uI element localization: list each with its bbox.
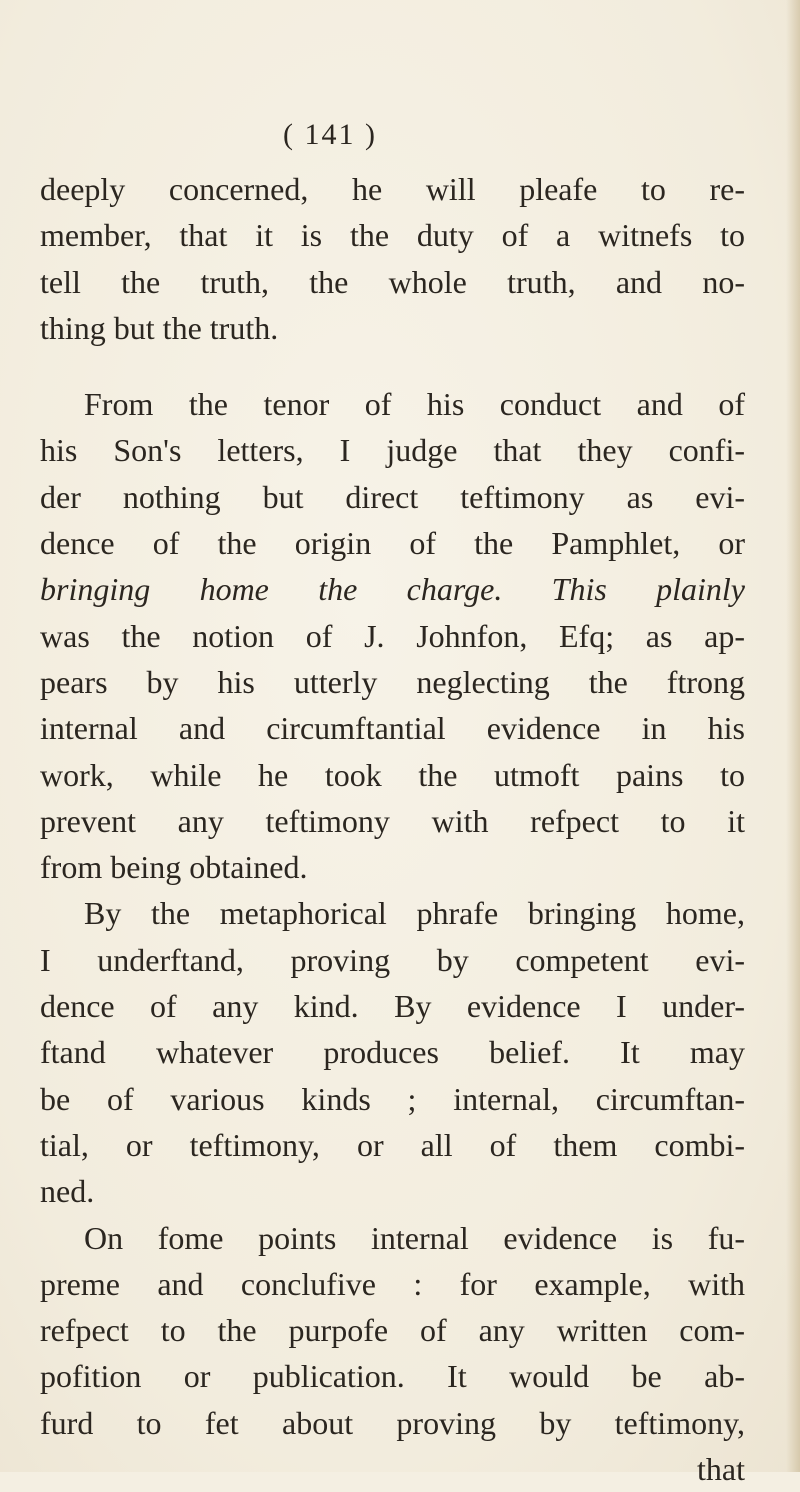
- text-line: preme and conclufive : for example, with: [40, 1265, 745, 1302]
- text-line: ftand whatever produces belief. It may: [40, 1034, 745, 1071]
- catchword: that: [697, 1451, 745, 1488]
- italic-phrase: bringing home the charge. This plainly: [40, 571, 745, 608]
- text-line: tial, or teftimony, or all of them combi-: [40, 1126, 745, 1163]
- text-line: dence of the origin of the Pamphlet, or: [40, 525, 745, 562]
- text-line: member, that it is the duty of a witnefs to: [40, 217, 745, 254]
- text-line: ned.: [40, 1173, 95, 1210]
- text-line: deeply concerned, he will pleafe to re-: [40, 171, 745, 207]
- text-line: from being obtained.: [40, 849, 308, 886]
- text-line: furd to fet about proving by teftimony,: [40, 1404, 745, 1441]
- page-number: ( 141 ): [283, 118, 377, 151]
- text-line: dence of any kind. By evidence I under-: [40, 988, 745, 1025]
- text-line: be of various kinds ; internal, circumftan-: [40, 1080, 745, 1117]
- text-line: prevent any teftimony with refpect to it: [40, 802, 745, 839]
- text-line: pears by his utterly neglecting the ftrong: [40, 663, 745, 700]
- text-line: By the metaphorical phrafe bringing home,: [84, 895, 745, 932]
- text-line: thing but the truth.: [40, 309, 279, 346]
- text-line-italic-phrase: [40, 566, 745, 612]
- text-line: tell the truth, the whole truth, and no-: [40, 263, 745, 300]
- text-line: was the notion of J. Johnfon, Efq; as ap-: [40, 617, 745, 654]
- body-text: [40, 166, 745, 1492]
- text-line: work, while he took the utmoft pains to: [40, 756, 745, 793]
- text-line: his Son's letters, I judge that they confi-: [40, 432, 745, 469]
- page-edge-shadow: [786, 0, 800, 1472]
- text-line: On fome points internal evidence is fu-: [84, 1219, 745, 1256]
- text-line: pofition or publication. It would be ab-: [40, 1358, 745, 1395]
- paragraph-gap: [40, 351, 745, 381]
- text-line: internal and circumftantial evidence in his: [40, 710, 745, 747]
- text-line: I underftand, proving by competent evi-: [40, 941, 745, 978]
- text-line: refpect to the purpofe of any written com-: [40, 1312, 745, 1349]
- text-line: From the tenor of his conduct and of: [84, 386, 745, 423]
- text-line: der nothing but direct teftimony as evi-: [40, 478, 745, 515]
